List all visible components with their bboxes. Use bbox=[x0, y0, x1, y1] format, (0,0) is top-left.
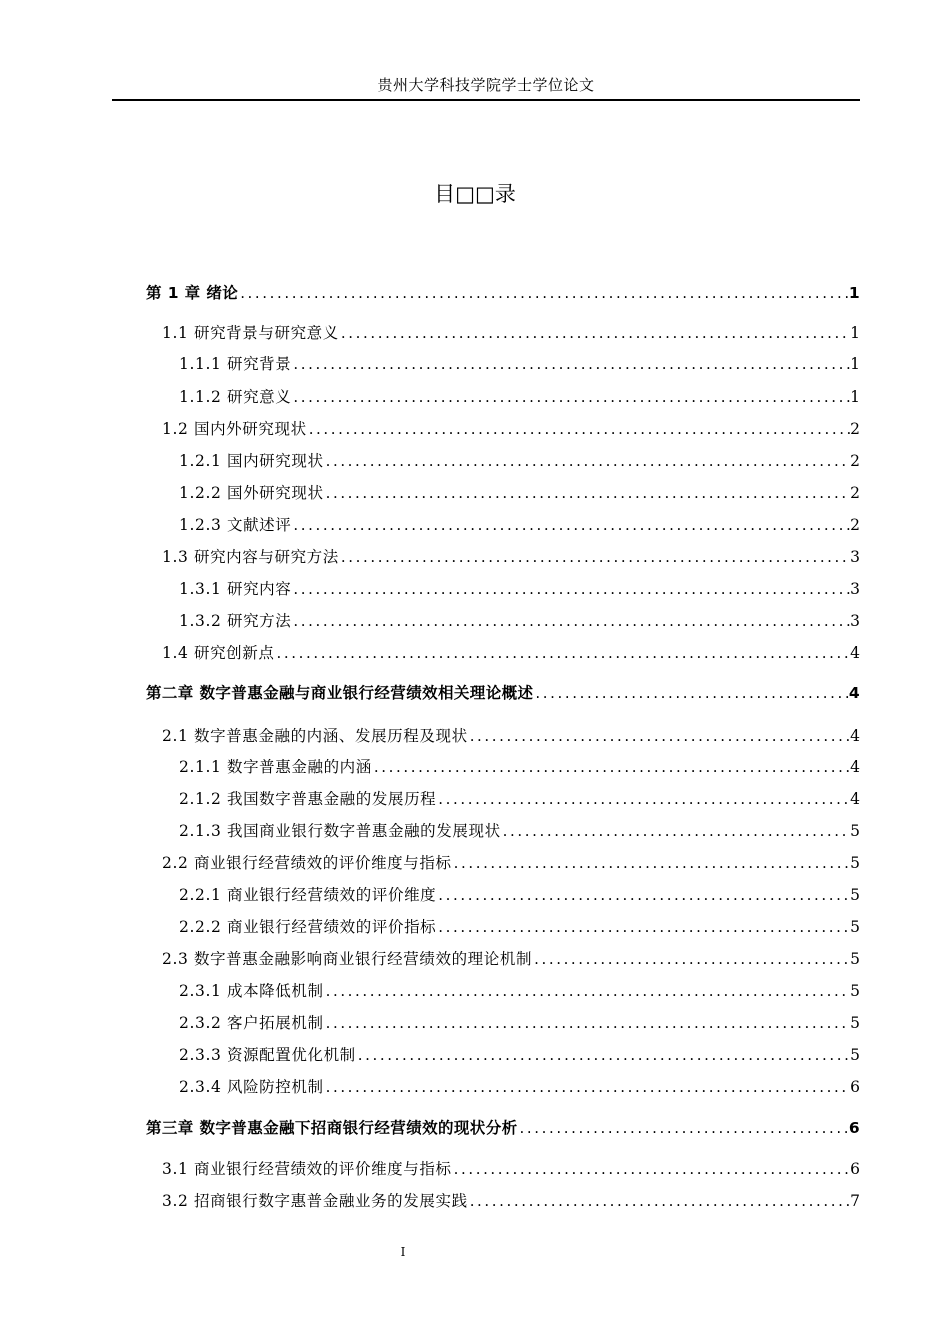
toc-entry-title: 2.3 数字普惠金融影响商业银行经营绩效的理论机制 bbox=[162, 950, 533, 968]
toc-entry-page: 5 bbox=[850, 982, 860, 1000]
toc-entry[interactable] bbox=[179, 788, 860, 810]
toc-entry-title: 1.1.1 研究背景 bbox=[179, 355, 292, 373]
toc-entry[interactable] bbox=[179, 1076, 860, 1098]
toc-entry-title: 1.4 研究创新点 bbox=[162, 644, 275, 662]
toc-leader-dots bbox=[339, 546, 850, 568]
toc-leader-dots bbox=[339, 322, 850, 344]
toc-entry-title: 1.3.2 研究方法 bbox=[179, 612, 292, 630]
toc-entry[interactable] bbox=[162, 418, 860, 440]
toc-entry[interactable] bbox=[179, 482, 860, 504]
toc-leader-dots bbox=[324, 482, 850, 504]
toc-leader-dots bbox=[468, 725, 850, 747]
toc-entry-title: 1.1 研究背景与研究意义 bbox=[162, 324, 339, 342]
toc-entry[interactable] bbox=[146, 1117, 860, 1139]
toc-entry[interactable] bbox=[162, 642, 860, 664]
toc-leader-dots bbox=[356, 1044, 850, 1066]
toc-entry-title: 2.2.1 商业银行经营绩效的评价维度 bbox=[179, 886, 437, 904]
toc-leader-dots bbox=[291, 578, 850, 600]
toc-entry[interactable] bbox=[179, 610, 860, 632]
toc-entry-title: 1.2.2 国外研究现状 bbox=[179, 484, 324, 502]
toc-entry-title: 2.2 商业银行经营绩效的评价维度与指标 bbox=[162, 854, 452, 872]
toc-entry[interactable] bbox=[162, 1158, 860, 1180]
toc-entry-title: 1.1.2 研究意义 bbox=[179, 388, 292, 406]
toc-entry-page: 4 bbox=[850, 644, 860, 662]
toc-entry-page: 6 bbox=[850, 1160, 860, 1178]
toc-entry-title: 1.2 国内外研究现状 bbox=[162, 420, 307, 438]
toc-title: 目□□录 bbox=[434, 182, 516, 206]
toc-leader-dots bbox=[324, 1076, 850, 1098]
toc-leader-dots bbox=[468, 1190, 850, 1212]
toc-entry-page: 3 bbox=[850, 612, 860, 630]
toc-leader-dots bbox=[307, 418, 850, 440]
toc-entry[interactable] bbox=[179, 353, 860, 375]
toc-entry-page: 3 bbox=[850, 580, 860, 598]
toc-entry[interactable] bbox=[162, 948, 860, 970]
toc-entry[interactable] bbox=[162, 546, 860, 568]
toc-leader-dots bbox=[533, 682, 848, 704]
toc-entry-title: 3.2 招商银行数字惠普金融业务的发展实践 bbox=[162, 1192, 468, 1210]
toc-entry-page: 5 bbox=[850, 822, 860, 840]
toc-leader-dots bbox=[501, 820, 850, 842]
toc-leader-dots bbox=[291, 353, 850, 375]
toc-leader-dots bbox=[324, 980, 850, 1002]
toc-entry-page: 1 bbox=[848, 284, 860, 302]
page-number: I bbox=[400, 1245, 406, 1259]
toc-leader-dots bbox=[452, 852, 850, 874]
toc-entry-title: 1.2.3 文献述评 bbox=[179, 516, 292, 534]
toc-leader-dots bbox=[518, 1117, 849, 1139]
toc-entry[interactable] bbox=[179, 884, 860, 906]
toc-leader-dots bbox=[324, 450, 850, 472]
toc-leader-dots bbox=[532, 948, 850, 970]
toc-entry-title: 第 1 章 绪论 bbox=[146, 284, 239, 302]
toc-entry[interactable] bbox=[179, 820, 860, 842]
toc-entry[interactable] bbox=[179, 386, 860, 408]
toc-entry-page: 2 bbox=[850, 484, 860, 502]
toc-entry-page: 6 bbox=[850, 1078, 860, 1096]
toc-leader-dots bbox=[436, 788, 850, 810]
toc-entry-page: 2 bbox=[850, 452, 860, 470]
toc-leader-dots bbox=[436, 916, 850, 938]
toc-entry-title: 2.3.2 客户拓展机制 bbox=[179, 1014, 324, 1032]
toc-entry-title: 2.1.2 我国数字普惠金融的发展历程 bbox=[179, 790, 437, 808]
toc-entry-page: 2 bbox=[850, 420, 860, 438]
toc-leader-dots bbox=[452, 1158, 850, 1180]
toc-leader-dots bbox=[372, 756, 850, 778]
toc-entry[interactable] bbox=[162, 852, 860, 874]
toc-entry-page: 4 bbox=[850, 727, 860, 745]
toc-entry-page: 5 bbox=[850, 1046, 860, 1064]
toc-entry[interactable] bbox=[146, 282, 860, 304]
running-header: 贵州大学科技学院学士学位论文 bbox=[377, 76, 595, 94]
toc-entry[interactable] bbox=[179, 450, 860, 472]
toc-entry-page: 4 bbox=[850, 790, 860, 808]
toc-entry-page: 4 bbox=[848, 684, 860, 702]
toc-entry-page: 5 bbox=[850, 886, 860, 904]
toc-entry-title: 第三章 数字普惠金融下招商银行经营绩效的现状分析 bbox=[146, 1119, 518, 1137]
toc-entry-page: 3 bbox=[850, 548, 860, 566]
toc-leader-dots bbox=[436, 884, 850, 906]
toc-entry-title: 2.3.4 风险防控机制 bbox=[179, 1078, 324, 1096]
toc-entry-page: 5 bbox=[850, 854, 860, 872]
toc-entry[interactable] bbox=[162, 1190, 860, 1212]
toc-entry-page: 5 bbox=[850, 918, 860, 936]
toc-entry-title: 2.1.1 数字普惠金融的内涵 bbox=[179, 758, 372, 776]
toc-entry-title: 2.2.2 商业银行经营绩效的评价指标 bbox=[179, 918, 437, 936]
toc-entry[interactable] bbox=[179, 578, 860, 600]
toc-entry-page: 6 bbox=[848, 1119, 860, 1137]
toc-entry-title: 1.2.1 国内研究现状 bbox=[179, 452, 324, 470]
toc-entry-title: 2.3.3 资源配置优化机制 bbox=[179, 1046, 356, 1064]
toc-entry[interactable] bbox=[179, 514, 860, 536]
toc-entry[interactable] bbox=[179, 1012, 860, 1034]
toc-entry[interactable] bbox=[146, 682, 860, 704]
toc-leader-dots bbox=[291, 610, 850, 632]
toc-leader-dots bbox=[291, 386, 850, 408]
toc-entry-page: 5 bbox=[850, 1014, 860, 1032]
toc-entry[interactable] bbox=[179, 756, 860, 778]
toc-entry-page: 1 bbox=[850, 324, 860, 342]
toc-entry-page: 1 bbox=[850, 388, 860, 406]
toc-entry[interactable] bbox=[179, 916, 860, 938]
toc-entry[interactable] bbox=[162, 322, 860, 344]
toc-entry-page: 7 bbox=[850, 1192, 860, 1210]
toc-entry-title: 2.3.1 成本降低机制 bbox=[179, 982, 324, 1000]
toc-entry-title: 1.3.1 研究内容 bbox=[179, 580, 292, 598]
toc-entry-page: 1 bbox=[850, 355, 860, 373]
toc-entry[interactable] bbox=[179, 1044, 860, 1066]
toc-leader-dots bbox=[291, 514, 850, 536]
toc-entry-title: 2.1.3 我国商业银行数字普惠金融的发展现状 bbox=[179, 822, 501, 840]
toc-entry[interactable] bbox=[179, 980, 860, 1002]
toc-entry-title: 第二章 数字普惠金融与商业银行经营绩效相关理论概述 bbox=[146, 684, 534, 702]
toc-leader-dots bbox=[324, 1012, 850, 1034]
toc-entry-title: 2.1 数字普惠金融的内涵、发展历程及现状 bbox=[162, 727, 468, 745]
toc-leader-dots bbox=[238, 282, 849, 304]
toc-entry-title: 3.1 商业银行经营绩效的评价维度与指标 bbox=[162, 1160, 452, 1178]
toc-entry-page: 5 bbox=[850, 950, 860, 968]
toc-entry-title: 1.3 研究内容与研究方法 bbox=[162, 548, 339, 566]
toc-entry-page: 2 bbox=[850, 516, 860, 534]
toc-leader-dots bbox=[274, 642, 850, 664]
toc-entry-page: 4 bbox=[850, 758, 860, 776]
toc-entry[interactable] bbox=[162, 725, 860, 747]
